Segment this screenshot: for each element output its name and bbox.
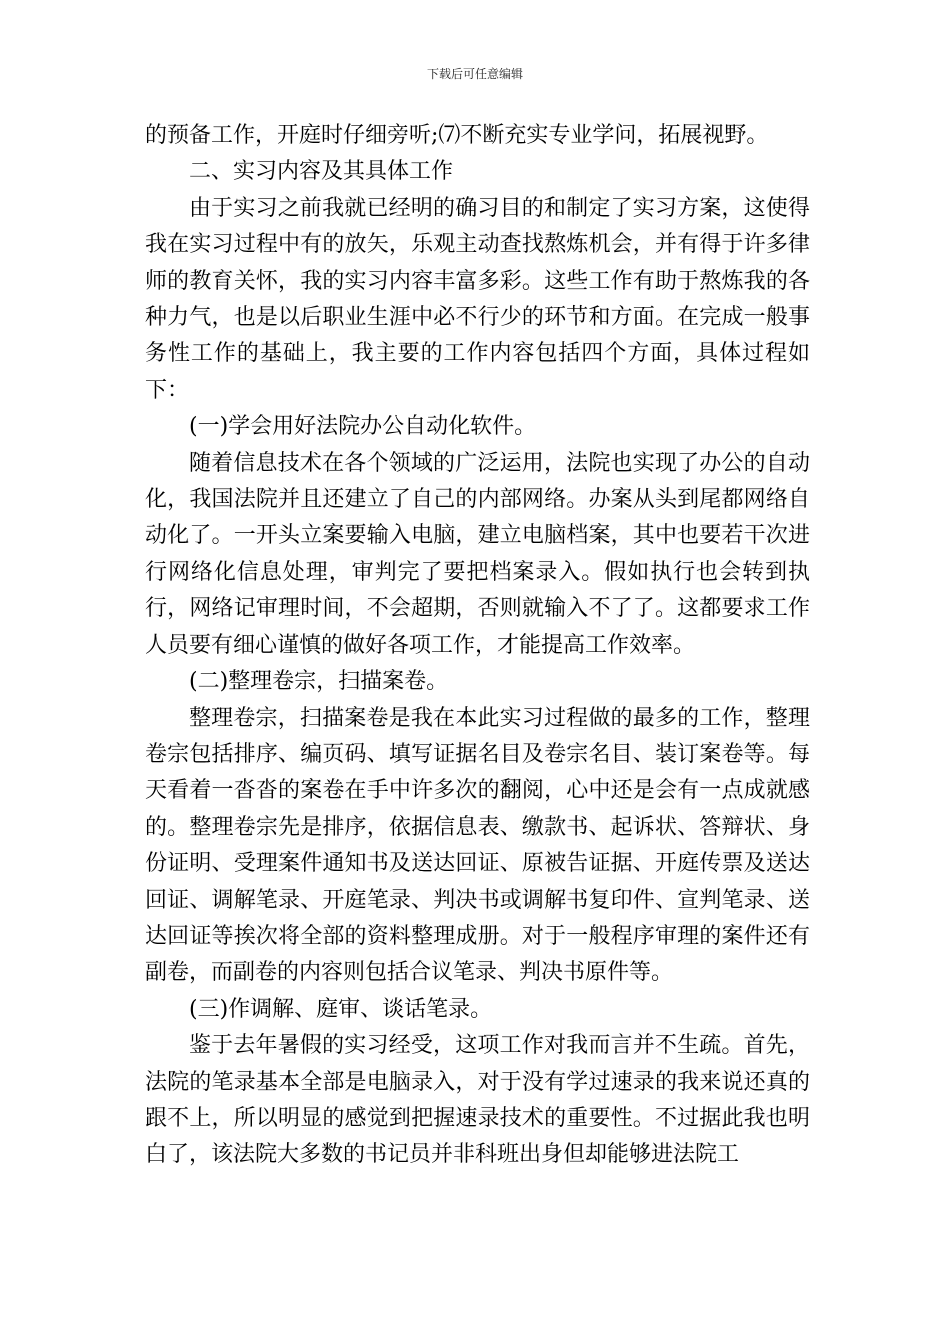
paragraph: 鉴于去年暑假的实习经受，这项工作对我而言并不生疏。首先，法院的笔录基本全部是电脑录入，对于没有学过速录的我来说还真的跟不上，所以明显的感觉到把握速录技术的重要性。不过据此我也明白了，该法院大多数的书记员并非科班出身但却能够进法院工 — [145, 1033, 810, 1168]
subsection-heading: (二)整理卷宗，扫描案卷。 — [189, 669, 449, 695]
paragraph-continuation: 的预备工作，开庭时仔细旁听;⑺不断充实专业学问，拓展视野。 — [145, 123, 769, 148]
subsection-heading: (一)学会用好法院办公自动化软件。 — [189, 414, 537, 440]
paragraph: 由于实习之前我就已经明的确习目的和制定了实习方案，这使得我在实习过程中有的放矢，乐观主动查找熬炼机会，并有得于许多律师的教育关怀，我的实习内容丰富多彩。这些工作有助于熬炼我的各种力气，也是以后职业生涯中必不行少的环节和方面。在完成一般事务性工作的基础上，我主要的工作内容包括四个方面，具体过程如下： — [145, 195, 810, 403]
paragraph: 随着信息技术在各个领域的广泛运用，法院也实现了办公的自动化，我国法院并且还建立了自己的内部网络。办案从头到尾都网络自动化了。一开头立案要输入电脑，建立电脑档案，其中也要若干次进行网络化信息处理，审判完了要把档案录入。假如执行也会转到执行，网络记审理时间，不会超期，否则就输入不了了。这都要求工作人员要有细心谨慎的做好各项工作，才能提高工作效率。 — [145, 450, 810, 658]
page-header-note: 下载后可任意编辑 — [426, 67, 523, 81]
subsection-heading: (三)作调解、庭审、谈话笔录。 — [189, 996, 493, 1022]
paragraph: 整理卷宗，扫描案卷是我在本此实习过程做的最多的工作，整理卷宗包括排序、编页码、填写证据名目及卷宗名目、装订案卷等。每天看着一沓沓的案卷在手中许多次的翻阅，心中还是会有一点成就感的。整理卷宗先是排序，依据信息表、缴款书、起诉状、答辩状、身份证明、受理案件通知书及送达回证、原被告证据、开庭传票及送达回证、调解笔录、开庭笔录、判决书或调解书复印件、宣判笔录、送达回证等挨次将全部的资料整理成册。对于一般程序审理的案件还有副卷，而副卷的内容则包括合议笔录、判决书原件等。 — [145, 705, 810, 986]
document-body — [145, 118, 810, 1174]
section-heading: 二、实习内容及其具体工作 — [189, 159, 454, 185]
